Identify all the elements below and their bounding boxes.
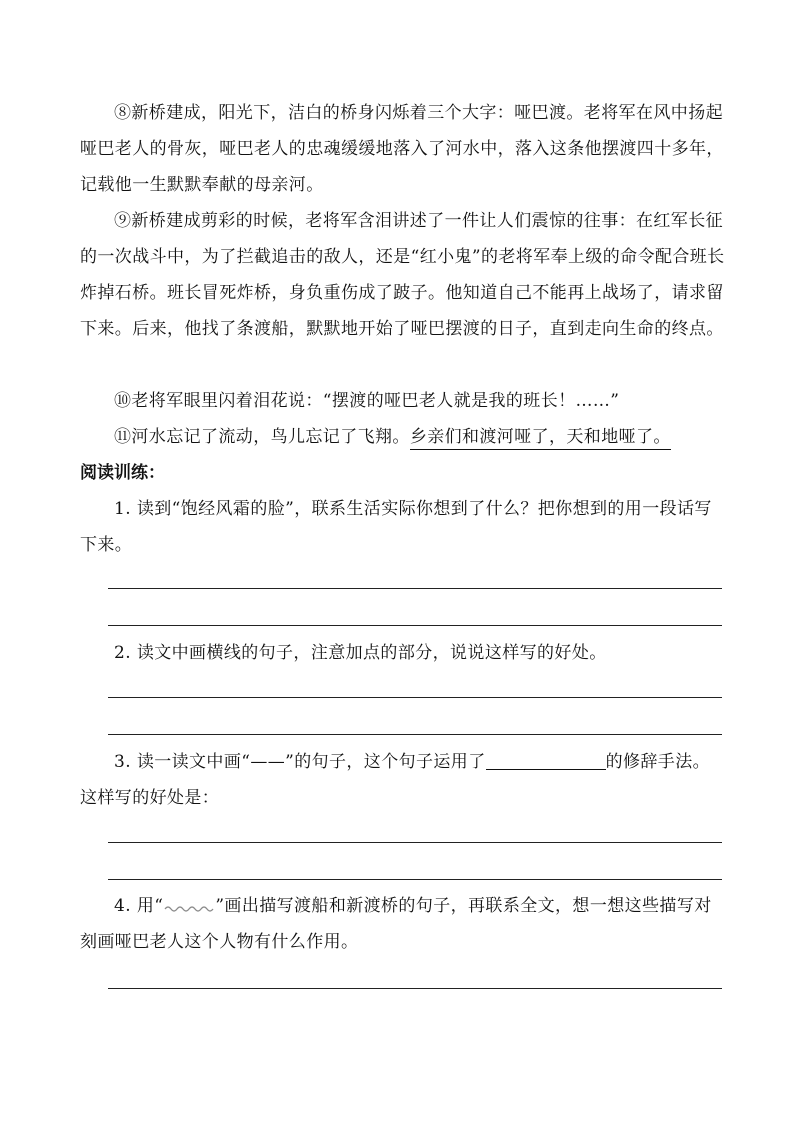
question-3 xyxy=(80,744,726,816)
answer-line-q4-1[interactable] xyxy=(108,988,722,989)
passage-paragraph-9: ⑨新桥建成剪彩的时候，老将军含泪讲述了一件让人们震惊的往事：在红军长征的一次战斗中，为了拦截追击的敌人，还是“红小鬼”的老将军奉上级的命令配合班长炸掉石桥。班长冒死炸桥，身负重伤成了跛子。他知道自己不能再上战场了，请求留下来。后来，他找了条渡船，默默地开始了哑巴摆渡的日子，直到走向生命的终点。 xyxy=(80,211,725,339)
question-4 xyxy=(80,888,726,960)
question-3-text-after: 的修辞手法。这样写的好处是： xyxy=(80,752,711,808)
answer-line-q3-2[interactable] xyxy=(108,879,722,880)
wavy-line-icon xyxy=(163,899,215,913)
underlined-sentence: 乡亲们和渡河哑了，天和地哑了。 xyxy=(410,427,671,450)
passage-paragraph-8: ⑧新桥建成，阳光下，洁白的桥身闪烁着三个大字：哑巴渡。老将军在风中扬起哑巴老人的骨灰，哑巴老人的忠魂缓缓地落入了河水中，落入这条他摆渡四十多年，记载他一生默默奉献的母亲河。 xyxy=(80,103,724,195)
answer-line-q1-2[interactable] xyxy=(108,625,722,626)
exercise-title: 阅读训练： xyxy=(80,463,165,483)
answer-line-q2-1[interactable] xyxy=(108,697,722,698)
passage-paragraph-10: ⑩老将军眼里闪着泪花说：“摆渡的哑巴老人就是我的班长！……” xyxy=(114,391,620,411)
question-1: 1. 读到“饱经风霜的脸”，联系生活实际你想到了什么？把你想到的用一段话写下来。 xyxy=(80,499,712,555)
answer-line-q2-2[interactable] xyxy=(108,734,722,735)
question-3-text-before: 3. 读一读文中画“——”的句子，这个句子运用了 xyxy=(114,752,486,772)
fill-in-blank[interactable] xyxy=(486,751,606,770)
answer-line-q3-1[interactable] xyxy=(108,842,722,843)
passage-paragraph-11 xyxy=(80,419,726,455)
answer-line-q1-1[interactable] xyxy=(108,588,722,589)
question-4-text-before: 4. 用“ xyxy=(114,896,164,916)
question-2: 2. 读文中画横线的句子，注意加点的部分，说说这样写的好处。 xyxy=(114,643,607,663)
paragraph-11-text: ⑪河水忘记了流动，鸟儿忘记了飞翔。 xyxy=(114,427,410,447)
question-4-text-after: ”画出描写渡船和新渡桥的句子，再联系全文，想一想这些描写对刻画哑巴老人这个人物有什么作用。 xyxy=(80,896,712,952)
